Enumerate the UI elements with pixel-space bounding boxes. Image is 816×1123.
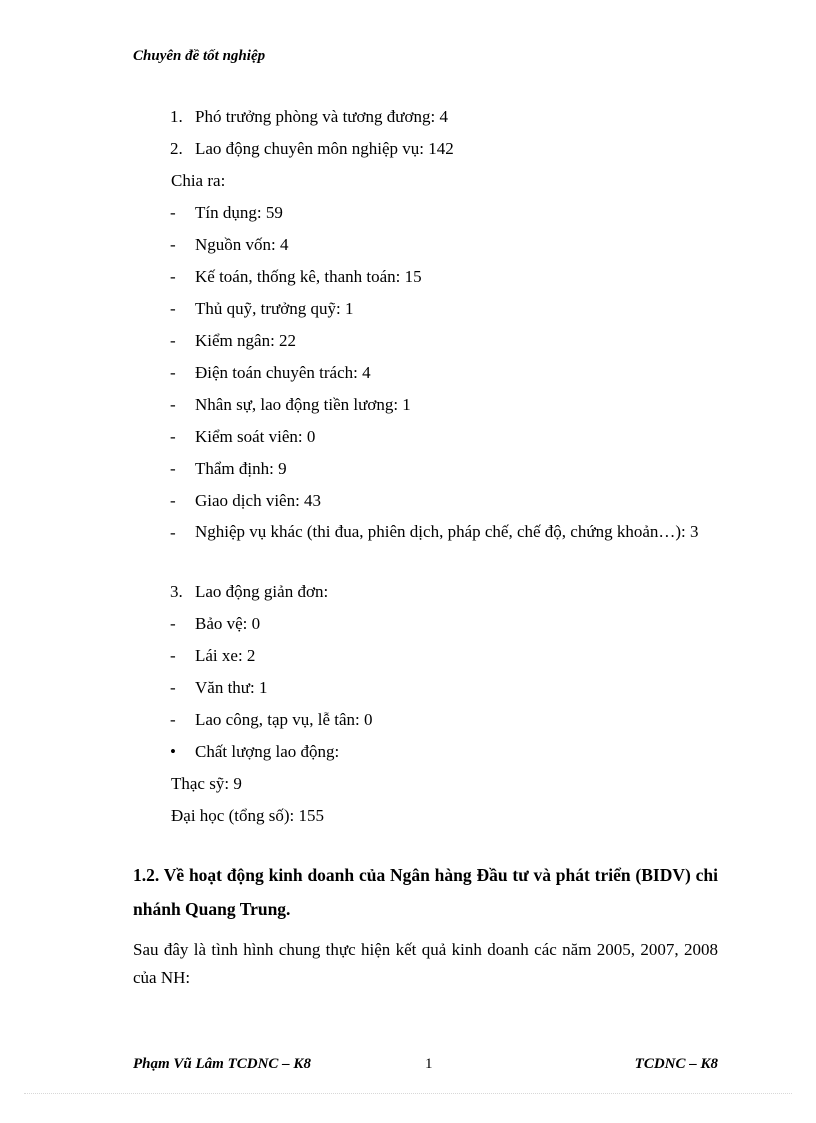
list-item: Giao dịch viên: 43 (195, 491, 322, 510)
dash-marker: - (170, 427, 176, 446)
list-item: Kiểm ngân: 22 (195, 331, 297, 350)
university-count: Đại học (tổng số): 155 (171, 806, 324, 825)
dash-marker: - (170, 459, 176, 478)
list-item-professional: Lao động chuyên môn nghiệp vụ: 142 (195, 139, 454, 158)
list-item: Lao công, tạp vụ, lễ tân: 0 (195, 710, 373, 729)
list-item: Kế toán, thống kê, thanh toán: 15 (195, 267, 422, 286)
list-item: Nguồn vốn: 4 (195, 235, 289, 254)
list-item: Văn thư: 1 (195, 678, 268, 697)
dash-marker: - (170, 646, 176, 665)
dash-marker: - (170, 363, 176, 382)
page-number: 1 (425, 1056, 433, 1072)
footer-author: Phạm Vũ Lâm TCDNC – K8 (133, 1056, 311, 1072)
running-header: Chuyên đề tốt nghiệp (133, 48, 266, 64)
breakdown-label: Chia ra: (171, 171, 226, 190)
list-number-1: 1. (170, 107, 183, 126)
list-item: Bảo vệ: 0 (195, 614, 261, 633)
list-item-deputy: Phó trưởng phòng và tương đương: 4 (195, 107, 448, 126)
dash-marker: - (170, 523, 176, 542)
dash-marker: - (170, 678, 176, 697)
dash-marker: - (170, 203, 176, 222)
body-paragraph: Sau đây là tình hình chung thực hiện kết quả kinh doanh các năm 2005, 2007, 2008 của NH: (133, 940, 718, 987)
list-number-2: 2. (170, 139, 183, 158)
dash-marker: - (170, 299, 176, 318)
footer-course: TCDNC – K8 (634, 1056, 718, 1072)
list-item: Điện toán chuyên trách: 4 (195, 363, 371, 382)
list-item: Tín dụng: 59 (195, 203, 283, 222)
dash-marker: - (170, 710, 176, 729)
masters-count: Thạc sỹ: 9 (171, 774, 242, 793)
dash-marker: - (170, 491, 176, 510)
list-item: Lái xe: 2 (195, 646, 256, 665)
list-item: Thủ quỹ, trưởng quỹ: 1 (195, 299, 354, 318)
dash-marker: - (170, 235, 176, 254)
list-item-multiline: Nghiệp vụ khác (thi đua, phiên dịch, pháp chế, chế độ, chứng khoản…): 3 (195, 522, 699, 541)
section-heading: 1.2. Về hoạt động kinh doanh của Ngân hàng Đầu tư và phát triển (BIDV) chi nhánh Quang Trung. (133, 865, 718, 919)
list-item-quality: Chất lượng lao động: (195, 742, 340, 761)
list-item-simple-labor: Lao động giản đơn: (195, 582, 329, 601)
list-item: Kiểm soát viên: 0 (195, 427, 316, 446)
list-number-3: 3. (170, 582, 183, 601)
list-item: Thẩm định: 9 (195, 459, 287, 478)
dash-marker: - (170, 614, 176, 633)
bullet-icon: • (170, 742, 176, 761)
dash-marker: - (170, 267, 176, 286)
list-item: Nhân sự, lao động tiền lương: 1 (195, 395, 411, 414)
dash-marker: - (170, 331, 176, 350)
page-bottom-border (24, 1093, 792, 1094)
dash-marker: - (170, 395, 176, 414)
